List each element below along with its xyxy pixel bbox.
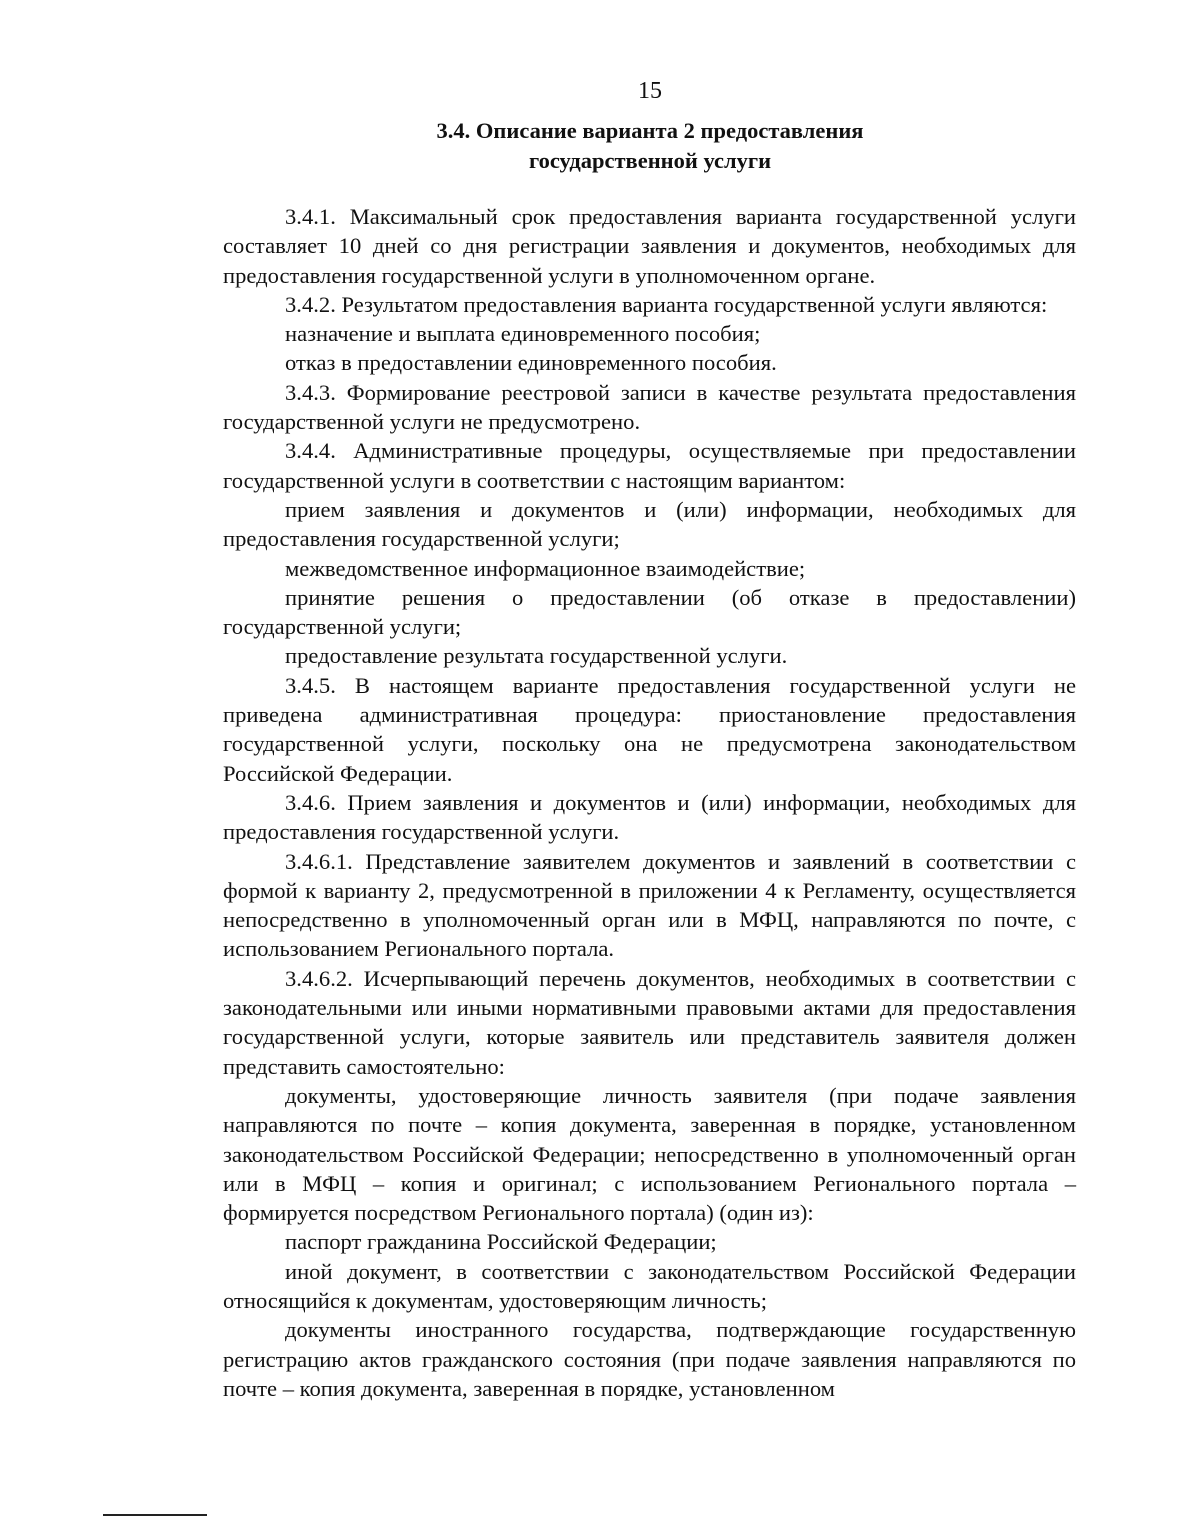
list-item: документы иностранного государства, подтверждающие государственную регистрацию актов гражданского состояния (при подаче заявления направляются по почте – копия документа, заверенная в порядке, установленном (223, 1317, 1076, 1401)
list-item: отказ в предоставлении единовременного пособия. (285, 350, 777, 376)
list-item: предоставление результата государственной услуги. (285, 643, 788, 669)
paragraph-3-4-4: 3.4.4. Административные процедуры, осуществляемые при предоставлении государственной услуги в соответствии с настоящим вариантом: (223, 438, 1076, 493)
paragraph-3-4-6: 3.4.6. Прием заявления и документов и (или) информации, необходимых для предоставления государственной услуги. (223, 789, 1076, 845)
list-item: паспорт гражданина Российской Федерации; (285, 1229, 717, 1255)
paragraph-3-4-3: 3.4.3. Формирование реестровой записи в качестве результата предоставления государственной услуги не предусмотрено. (223, 379, 1076, 435)
paragraph-3-4-5: 3.4.5. В настоящем варианте предоставления государственной услуги не приведена административная процедура: приостановление предоставления государственной услуги, поскольку она не предусмотрена законодательством Российской Федерации. (223, 672, 1076, 786)
list-item: документы, удостоверяющие личность заявителя (при подаче заявления направляются по почте – копия документа, заверенная в порядке, установленном законодательством Российской Федерации; непосредственно в уполномоченный орган или в МФЦ – копия и оригинал; с использованием Регионального портала – формируется посредством Регионального портала) (один из): (223, 1082, 1076, 1226)
list-item: назначение и выплата единовременного пособия; (285, 321, 761, 347)
list-item: прием заявления и документов и (или) информации, необходимых для предоставления государственной услуги; (223, 496, 1076, 552)
section-heading-line-1: 3.4. Описание варианта 2 предоставления (436, 118, 864, 143)
list-item: иной документ, в соответствии с законодательством Российской Федерации относящийся к документам, удостоверяющим личность; (223, 1258, 1076, 1313)
section-heading (0, 116, 1200, 176)
paragraph-3-4-6-1: 3.4.6.1. Представление заявителем документов и заявлений в соответствии с формой к варианту 2, предусмотренной в приложении 4 к Регламенту, осуществляется непосредственно в уполномоченный орган или в МФЦ, направляются по почте, с использованием Регионального портала. (223, 848, 1076, 962)
list-item: межведомственное информационное взаимодействие; (285, 555, 806, 581)
paragraph-3-4-2: 3.4.2. Результатом предоставления варианта государственной услуги являются: (285, 291, 1048, 317)
paragraph-3-4-6-2: 3.4.6.2. Исчерпывающий перечень документов, необходимых в соответствии с законодательными или иными нормативными правовыми актами для предоставления государственной услуги, которые заявитель или представитель заявителя должен представить самостоятельно: (223, 965, 1076, 1079)
document-body (223, 202, 1076, 1403)
page-number: 15 (638, 78, 662, 104)
section-heading-line-2: государственной услуги (528, 148, 772, 173)
list-item: принятие решения о предоставлении (об отказе в предоставлении) государственной услуги; (223, 584, 1076, 640)
footnote-divider (103, 1514, 207, 1516)
paragraph-3-4-1: 3.4.1. Максимальный срок предоставления варианта государственной услуги составляет 10 дней со дня регистрации заявления и документов, необходимых для предоставления государственной услуги в уполномоченном органе. (223, 204, 1076, 288)
